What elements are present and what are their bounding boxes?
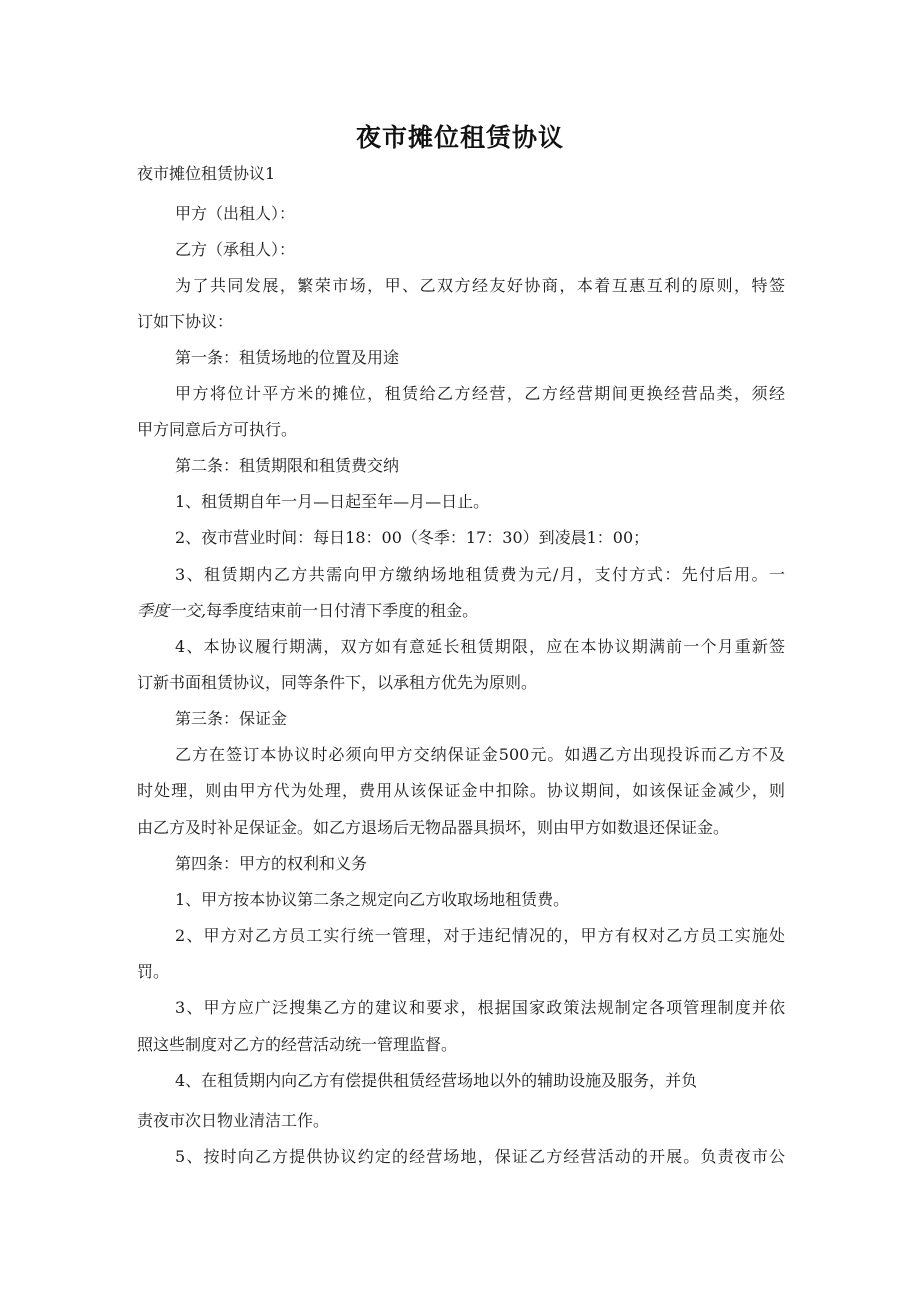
party-b-line: 乙方（承租人）： (175, 240, 296, 259)
article-3-heading: 第三条：保证金 (175, 709, 288, 728)
article-3-line-1: 乙方在签订本协议时必须向甲方交纳保证金500元。如遇乙方出现投诉而乙方不及 (175, 745, 785, 764)
article-2-item-3-line-2 (137, 601, 478, 621)
article-4-item-4-line-1: 4、在租赁期内向乙方有偿提供租赁经营场地以外的辅助设施及服务，并负 (175, 1071, 698, 1090)
item-3-continuation: 每季度结束前一日付清下季度的租金。 (206, 601, 479, 620)
article-4-item-3-line-1: 3、甲方应广泛搜集乙方的建议和要求，根据国家政策法规制定各项管理制度并依 (175, 998, 785, 1017)
preamble-line-1: 为了共同发展，繁荣市场，甲、乙双方经友好协商，本着互惠互利的原则，特签 (175, 276, 785, 295)
subtitle-line: 夜市摊位租赁协议1 (137, 164, 276, 183)
article-4-item-3-line-2: 照这些制度对乙方的经营活动统一管理监督。 (137, 1035, 458, 1054)
italic-fragment: 季度一交, (137, 601, 207, 620)
article-2-item-4-line-2: 订新书面租赁协议，同等条件下，以承租方优先为原则。 (137, 673, 538, 692)
article-4-heading: 第四条：甲方的权利和义务 (175, 854, 368, 873)
preamble-line-2: 订如下协议： (137, 312, 234, 331)
article-2-item-4-line-1: 4、本协议履行期满，双方如有意延长租赁期限，应在本协议期满前一个月重新签 (175, 637, 785, 656)
article-4-item-1: 1、甲方按本协议第二条之规定向乙方收取场地租赁费。 (175, 890, 570, 909)
article-4-item-2-line-1: 2、甲方对乙方员工实行统一管理，对于违纪情况的，甲方有权对乙方员工实施处 (175, 926, 785, 945)
article-3-line-2: 时处理，则由甲方代为处理，费用从该保证金中扣除。协议期间，如该保证金减少，则 (137, 781, 785, 800)
article-3-line-3: 由乙方及时补足保证金。如乙方退场后无物品器具损坏，则由甲方如数退还保证金。 (137, 818, 730, 837)
article-4-item-5-line-1: 5、按时向乙方提供协议约定的经营场地，保证乙方经营活动的开展。负责夜市公 (175, 1147, 785, 1166)
party-a-line: 甲方（出租人）： (175, 204, 296, 223)
article-1-heading: 第一条：租赁场地的位置及用途 (175, 348, 400, 367)
article-4-item-2-line-2: 罚。 (137, 962, 170, 981)
article-2-heading: 第二条：租赁期限和租赁费交纳 (175, 456, 400, 475)
article-1-line-2: 甲方同意后方可执行。 (137, 420, 298, 439)
document-title: 夜市摊位租赁协议 (355, 123, 564, 152)
article-2-item-2: 2、夜市营业时间：每日18：00（冬季：17：30）到凌晨1：00； (175, 528, 650, 547)
article-2-item-1: 1、租赁期自年一月—日起至年—月—日止。 (175, 492, 490, 511)
article-4-item-4-line-2: 责夜市次日物业清洁工作。 (137, 1111, 330, 1130)
article-2-item-3-line-1: 3、租赁期内乙方共需向甲方缴纳场地租赁费为元/月，支付方式：先付后用。一 (175, 565, 785, 584)
article-1-line-1: 甲方将位计平方米的摊位，租赁给乙方经营，乙方经营期间更换经营品类，须经 (175, 384, 785, 403)
